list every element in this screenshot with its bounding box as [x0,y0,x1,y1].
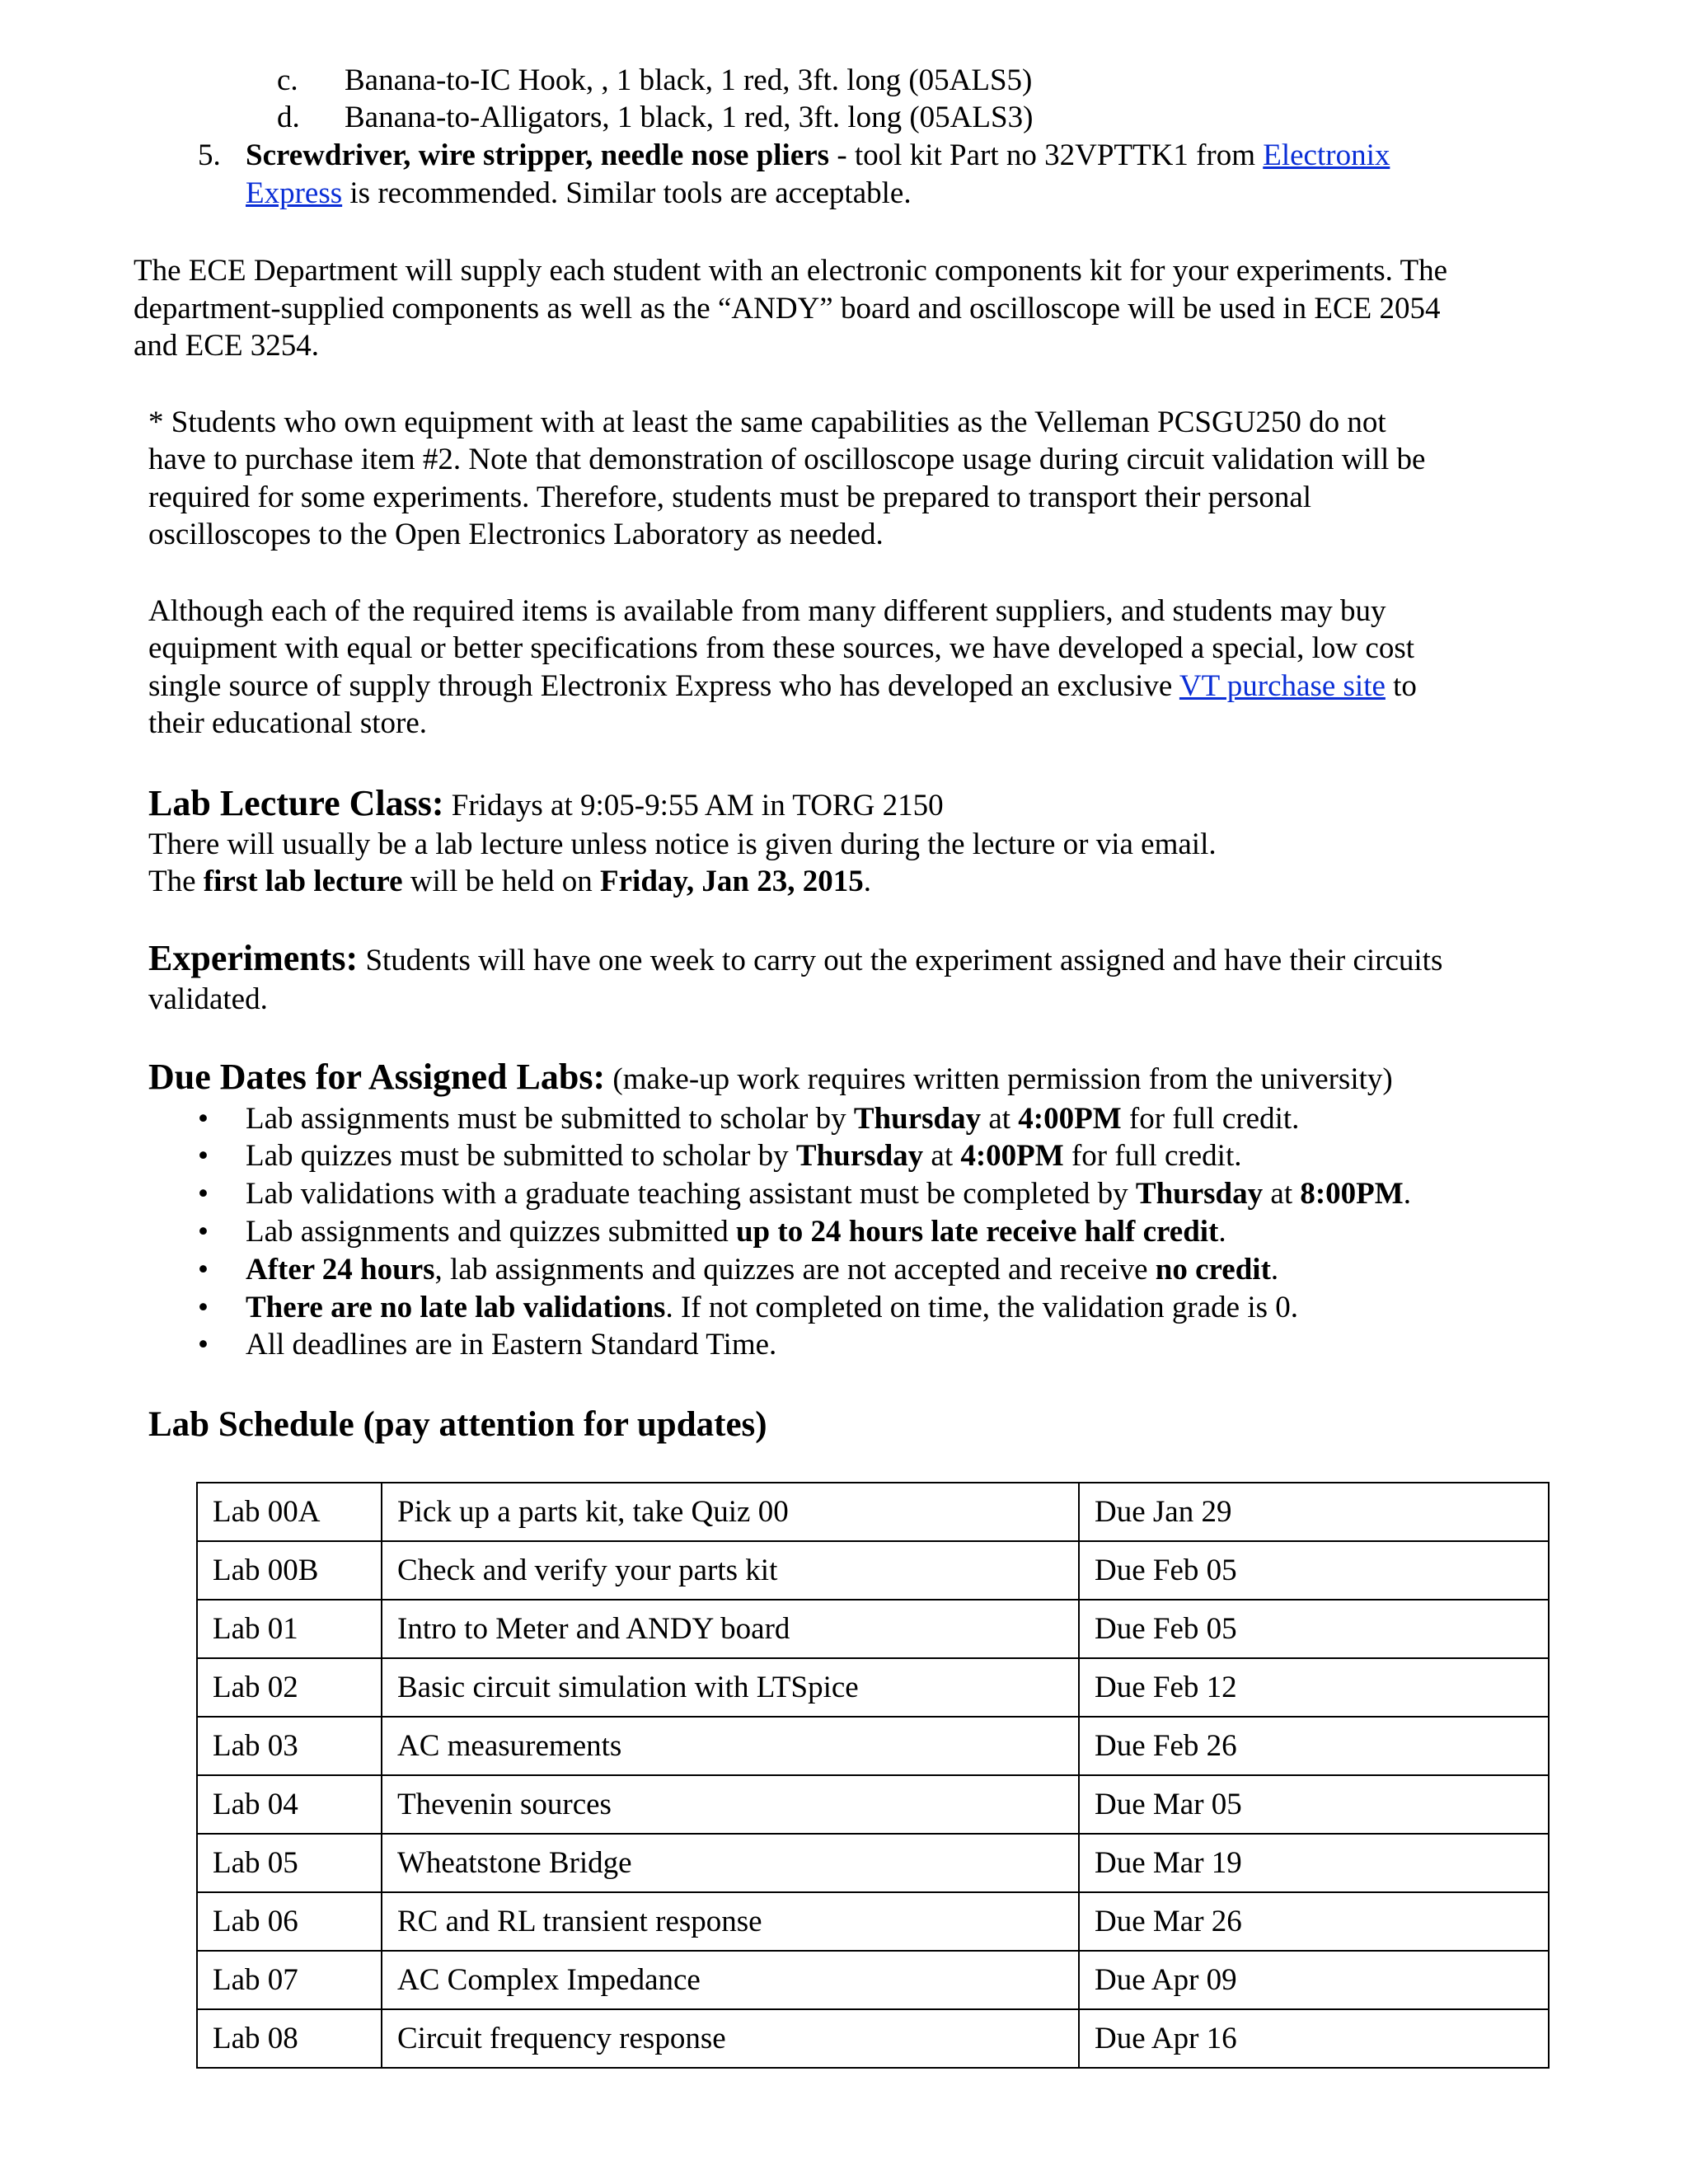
lab-due-cell: Due Feb 05 [1079,1600,1549,1658]
supply-text: single source of supply through Electronix Express who has developed an exclusive [148,669,1179,703]
lecture-line [148,863,871,900]
lab-title-cell: Circuit frequency response [382,2009,1079,2068]
lab-due-cell: Due Feb 05 [1079,1541,1549,1600]
text-run: for full credit. [1063,1139,1242,1173]
note-paragraph-line: required for some experiments. Therefore, students must be prepared to transport their personal [148,480,1312,514]
vt-purchase-site-link[interactable]: VT purchase site [1179,669,1386,703]
lab-id-cell: Lab 06 [197,1892,382,1951]
due-dates-heading-line [148,1058,1393,1098]
lecture-text: . [863,865,871,898]
text-run: After 24 hours [246,1253,435,1286]
table-row [197,1775,1549,1834]
item5-bold: Screwdriver, wire stripper, needle nose pliers [246,138,830,172]
list-item [246,1100,1299,1137]
lecture-heading: Lab Lecture Class: [148,783,444,823]
table-row [197,1717,1549,1775]
lab-title-cell: Thevenin sources [382,1775,1079,1834]
text-run: for full credit. [1121,1102,1300,1136]
item5-text: - tool kit Part no 32VPTTK1 from [829,138,1264,172]
supply-text: to [1385,669,1417,703]
text-run: Lab assignments and quizzes submitted [246,1215,736,1249]
note-paragraph-line: oscilloscopes to the Open Electronics Laboratory as needed. [148,518,884,551]
table-row [197,1834,1549,1892]
lecture-text: The [148,865,204,898]
lab-title-cell: Basic circuit simulation with LTSpice [382,1658,1079,1717]
lab-id-cell: Lab 04 [197,1775,382,1834]
lab-title-cell: AC Complex Impedance [382,1951,1079,2009]
lab-due-cell: Due Apr 09 [1079,1951,1549,2009]
lab-title-cell: Pick up a parts kit, take Quiz 00 [382,1483,1079,1541]
list-item [246,1213,1226,1250]
lab-id-cell: Lab 08 [197,2009,382,2068]
text-run: . If not completed on time, the validation grade is 0. [665,1291,1299,1324]
table-row [197,1600,1549,1658]
text-run: at [923,1139,961,1173]
experiments-heading-line [148,940,1442,979]
lab-id-cell: Lab 00A [197,1483,382,1541]
due-dates-note: (make-up work requires written permission from the university) [605,1062,1393,1096]
sublist-item-d [277,99,300,136]
lab-title-cell: RC and RL transient response [382,1892,1079,1951]
lecture-line: There will usually be a lab lecture unless notice is given during the lecture or via email. [148,827,1217,861]
electronix-link[interactable]: Electronix [1263,138,1390,172]
lab-title-cell: Check and verify your parts kit [382,1541,1079,1600]
text-run: Lab assignments must be submitted to scholar by [246,1102,854,1136]
lab-due-cell: Due Apr 16 [1079,2009,1549,2068]
list-item-5-line1 [246,137,1390,174]
text-run: no credit [1155,1253,1271,1286]
experiments-line: validated. [148,982,268,1016]
lab-id-cell: Lab 03 [197,1717,382,1775]
lab-id-cell: Lab 07 [197,1951,382,2009]
supply-paragraph-line: Although each of the required items is available from many different suppliers, and students may buy [148,594,1386,628]
table-row [197,1892,1549,1951]
text-run: at [1263,1177,1301,1211]
note-paragraph-line: * Students who own equipment with at least the same capabilities as the Velleman PCSGU250 do not [148,405,1386,439]
sublist-item-c [277,62,298,99]
text-run: , lab assignments and quizzes are not accepted and receive [434,1253,1156,1286]
bullet-icon: • [198,1291,209,1324]
sublist-text-d: Banana-to-Alligators, 1 black, 1 red, 3ft. long (05ALS3) [345,101,1034,134]
bullet-icon: • [198,1139,209,1173]
list-item [246,1137,1241,1174]
lecture-heading-line [148,785,944,824]
dept-paragraph-line: and ECE 3254. [134,329,320,363]
table-row [197,1541,1549,1600]
lab-id-cell: Lab 01 [197,1600,382,1658]
experiments-text: Students will have one week to carry out the experiment assigned and have their circuits [358,944,1443,977]
lab-due-cell: Due Feb 12 [1079,1658,1549,1717]
list-item [246,1251,1278,1288]
lab-id-cell: Lab 02 [197,1658,382,1717]
table-row [197,1951,1549,2009]
supply-paragraph-line: their educational store. [148,706,428,740]
text-run: Thursday [853,1102,982,1136]
due-dates-heading: Due Dates for Assigned Labs: [148,1057,606,1097]
dept-paragraph-line: The ECE Department will supply each student with an electronic components kit for your experiments. The [134,254,1447,288]
item5-text2: is recommended. Similar tools are acceptable. [342,176,912,210]
text-run: . [1403,1177,1411,1211]
sublist-text-c: Banana-to-IC Hook, , 1 black, 1 red, 3ft. long (05ALS5) [345,63,1033,97]
lab-title-cell: Wheatstone Bridge [382,1834,1079,1892]
lab-title-cell: Intro to Meter and ANDY board [382,1600,1079,1658]
lecture-text: will be held on [402,865,601,898]
list-item [246,1289,1298,1326]
bullet-icon: • [198,1102,209,1136]
note-paragraph-line: have to purchase item #2. Note that demonstration of oscilloscope usage during circuit validation will be [148,443,1426,476]
schedule-heading: Lab Schedule (pay attention for updates) [148,1405,767,1444]
text-run: Thursday [1135,1177,1264,1211]
lab-due-cell: Due Feb 26 [1079,1717,1549,1775]
text-run: 4:00PM [960,1139,1064,1173]
bullet-icon: • [198,1253,209,1286]
bullet-icon: • [198,1215,209,1249]
lab-id-cell: Lab 05 [197,1834,382,1892]
sublist-marker: d. [277,101,300,134]
list-item [246,1175,1411,1212]
lab-id-cell: Lab 00B [197,1541,382,1600]
list-item-5-line2 [246,175,912,212]
supply-paragraph-line: equipment with equal or better specifications from these sources, we have developed a special, low cost [148,631,1415,665]
text-run: at [981,1102,1019,1136]
lab-due-cell: Due Mar 26 [1079,1892,1549,1951]
list-item [246,1326,776,1363]
text-run: There are no late lab validations [246,1291,666,1324]
lab-title-cell: AC measurements [382,1717,1079,1775]
text-run: . [1218,1215,1226,1249]
table-row [197,1658,1549,1717]
lecture-bold: first lab lecture [203,865,403,898]
lab-due-cell: Due Jan 29 [1079,1483,1549,1541]
list-marker-5: 5. [198,138,221,172]
text-run: up to 24 hours late receive half credit [735,1215,1219,1249]
lab-due-cell: Due Mar 05 [1079,1775,1549,1834]
table-row [197,2009,1549,2068]
lab-schedule-table [196,1482,1550,2069]
dept-paragraph-line: department-supplied components as well as the “ANDY” board and oscilloscope will be used in ECE 2054 [134,292,1441,326]
text-run: All deadlines are in Eastern Standard Time. [246,1328,777,1361]
lecture-date: Friday, Jan 23, 2015 [600,865,864,898]
lecture-time: Fridays at 9:05-9:55 AM in TORG 2150 [443,789,944,823]
table-row [197,1483,1549,1541]
text-run: Lab validations with a graduate teaching assistant must be completed by [246,1177,1136,1211]
text-run: 8:00PM [1300,1177,1404,1211]
bullet-icon: • [198,1328,209,1361]
express-link[interactable]: Express [246,176,343,210]
experiments-heading: Experiments: [148,938,359,978]
text-run: Lab quizzes must be submitted to scholar by [246,1139,796,1173]
supply-paragraph-line [148,668,1417,705]
text-run: 4:00PM [1018,1102,1122,1136]
text-run: Thursday [795,1139,924,1173]
sublist-marker: c. [277,63,298,97]
lab-due-cell: Due Mar 19 [1079,1834,1549,1892]
bullet-icon: • [198,1177,209,1211]
text-run: . [1270,1253,1279,1286]
